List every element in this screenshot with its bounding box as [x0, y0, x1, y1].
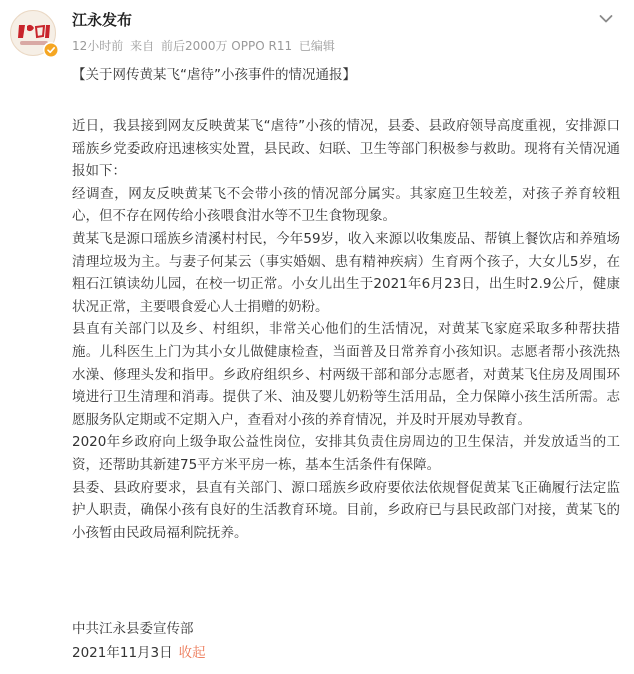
- post-header: [0, 0, 634, 64]
- paragraph-investigation: 经调查，网友反映黄某飞不会带小孩的情况部分属实。其家庭卫生较差，对孩子养育较粗心，但不存在网传给小孩喂食泔水等不卫生食物现象。: [72, 185, 620, 225]
- paragraph-requirements: 县委、县政府要求，县直有关部门、源口瑶族乡政府要依法依规督促黄某飞正确履行法定监护人职责，确保小孩有良好的生活教育环境。目前，乡政府已与县民政部门对接，黄某飞的小孩暂由民政局福利院抚养。: [72, 479, 620, 541]
- paragraph-employment: 2020年乡政府向上级争取公益性岗位，安排其负责住房周边的卫生保洁，并发放适当的工资，还帮助其新建75平方米平房一栋，基本生活条件有保障。: [72, 434, 620, 473]
- signature-date-line: [72, 643, 206, 663]
- post-title: 【关于网传黄某飞“虐待”小孩事件的情况通报】: [72, 67, 356, 83]
- edited-label[interactable]: 已编辑: [298, 39, 335, 53]
- more-options-button[interactable]: [595, 10, 617, 28]
- post-time[interactable]: 12小时前: [72, 39, 124, 53]
- collapse-link[interactable]: 收起: [178, 645, 206, 661]
- account-name[interactable]: 江永发布: [72, 11, 133, 29]
- post-body: [72, 115, 620, 544]
- signature-org: 中共江永县委宣传部: [72, 621, 194, 637]
- verified-badge-icon: [43, 42, 58, 57]
- source-prefix: 来自: [130, 39, 155, 53]
- paragraph-family: 黄某飞是源口瑶族乡清溪村村民，今年59岁，收入来源以收集废品、帮镇上餐饮店和养殖场清理垃圾为主。与妻子何某云（事实婚姻、患有精神疾病）生育两个孩子，大女儿5岁，在粗石江镇读幼儿园，在校一切正常。小女儿出生于2021年6月23日，出生时2.9公斤，健康状况正常，主要喂食爱心人士捐赠的奶粉。: [72, 230, 620, 315]
- account-logo: [17, 22, 51, 38]
- paragraph-assistance: 县直有关部门以及乡、村组织，非常关心他们的生活情况，对黄某飞家庭采取多种帮扶措施。儿科医生上门为其小女儿做健康检查，当面普及日常养育小孩知识。志愿者帮小孩洗热水澡、修理头发和指甲。乡政府组织乡、村两级干部和部分志愿者，对黄某飞住房及周围环境进行卫生清理和消毒。提供了米、油及婴儿奶粉等生活用品，全力保障小孩生活所需。志愿服务队定期或不定期入户，查看对小孩的养育情况，并及时开展劝导教育。: [72, 321, 620, 428]
- signature-date: 2021年11月3日: [72, 645, 173, 661]
- post-meta: [72, 38, 338, 54]
- post-source: 前后2000万 OPPO R11: [160, 39, 293, 53]
- chevron-down-icon: [599, 14, 613, 24]
- paragraph-intro: 近日，我县接到网友反映黄某飞“虐待”小孩的情况，县委、县政府领导高度重视，安排源口瑶族乡党委政府迅速核实处置，县民政、妇联、卫生等部门积极参与救助。现将有关情况通报如下：: [72, 118, 620, 180]
